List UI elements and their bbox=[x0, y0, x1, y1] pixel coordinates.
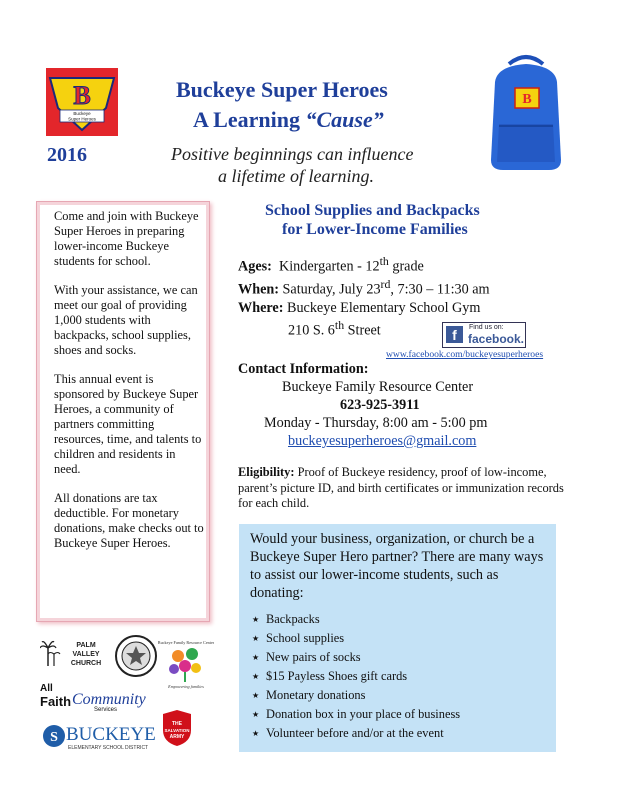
contact-heading: Contact Information: bbox=[238, 361, 369, 377]
info-paragraph-4: All donations are tax deductible. For monetary donations, make checks out to Buckeye Super Heroes. bbox=[54, 491, 204, 550]
facebook-wordmark: facebook. bbox=[468, 332, 525, 346]
when-row: When: Saturday, July 23rd, 7:30 – 11:30 am bbox=[238, 277, 490, 298]
svg-text:Super Heroes: Super Heroes bbox=[68, 116, 96, 122]
svg-text:CHURCH: CHURCH bbox=[70, 660, 102, 667]
star-bullet-icon: ★ bbox=[252, 615, 260, 624]
star-bullet-icon: ★ bbox=[252, 710, 260, 719]
star-bullet-icon: ★ bbox=[252, 729, 260, 738]
buckeye-family-resource-center-logo bbox=[158, 636, 214, 692]
where-row: Where: Buckeye Elementary School Gym bbox=[238, 300, 481, 316]
list-item: ★ Backpacks bbox=[252, 610, 460, 629]
svg-text:ARMY: ARMY bbox=[169, 734, 185, 740]
svg-text:Empowering families: Empowering families bbox=[168, 684, 204, 689]
buckeye-school-district-logo: S BUCKEYE ELEMENTARY SCHOOL DISTRICT bbox=[42, 722, 152, 754]
facebook-url-link[interactable]: www.facebook.com/buckeyesuperheroes bbox=[386, 349, 544, 360]
contact-hours: Monday - Thursday, 8:00 am - 5:00 pm bbox=[264, 415, 488, 431]
palm-valley-church-logo bbox=[40, 636, 110, 670]
star-bullet-icon: ★ bbox=[252, 634, 260, 643]
svg-text:THE: THE bbox=[172, 721, 182, 727]
street-address: 210 S. 6th Street bbox=[288, 318, 381, 339]
svg-text:S: S bbox=[50, 730, 58, 745]
info-paragraph-1: Come and join with Buckeye Super Heroes in preparing lower-income Buckeye students for school. bbox=[54, 209, 199, 268]
list-item: ★ $15 Payless Shoes gift cards bbox=[252, 667, 460, 686]
svg-text:B: B bbox=[522, 92, 532, 107]
facebook-icon: f bbox=[446, 326, 463, 343]
district-emblem-icon bbox=[42, 724, 66, 748]
partner-intro: Would your business, organization, or church be a Buckeye Super Hero partner? There are many ways to assist our lower-income students, such as donating: bbox=[250, 531, 544, 601]
list-item: ★ Donation box in your place of business bbox=[252, 705, 460, 724]
list-item: ★ Monetary donations bbox=[252, 686, 460, 705]
backpack-image bbox=[487, 54, 565, 172]
svg-text:B: B bbox=[73, 81, 91, 110]
all-faith-community-services-logo: All Faith Community Services bbox=[40, 683, 146, 713]
info-paragraph-3: This annual event is sponsored by Buckeye Super Heroes, a community of partners committing resources, time, and talents to children and residents in need. bbox=[54, 372, 202, 476]
event-heading-line2: for Lower-Income Families bbox=[282, 221, 468, 238]
star-bullet-icon: ★ bbox=[252, 691, 260, 700]
event-heading-line1: School Supplies and Backpacks bbox=[265, 202, 480, 219]
svg-text:PALM: PALM bbox=[76, 642, 96, 649]
list-item: ★ Volunteer before and/or at the event bbox=[252, 724, 460, 743]
contact-email-link[interactable]: buckeyesuperheroes@gmail.com bbox=[288, 433, 477, 449]
svg-text:SALVATION: SALVATION bbox=[164, 728, 190, 733]
buckeye-super-heroes-logo bbox=[46, 68, 118, 136]
info-paragraph-2: With your assistance, we can meet our goal of providing 1,000 students with backpacks, school supplies, shoes and socks. bbox=[54, 283, 198, 357]
svg-text:Buckeye: Buckeye bbox=[73, 111, 91, 116]
police-seal-logo bbox=[114, 634, 158, 678]
svg-text:Buckeye Family Resource Center: Buckeye Family Resource Center bbox=[158, 640, 214, 645]
tagline-line2: a lifetime of learning. bbox=[218, 166, 374, 186]
list-item: ★ School supplies bbox=[252, 629, 460, 648]
eligibility-text: Eligibility: Proof of Buckeye residency, proof of low-income, parent’s picture ID, and birth certificates or immunization records for each child. bbox=[238, 465, 564, 511]
info-box-text bbox=[54, 209, 204, 565]
contact-phone: 623-925-3911 bbox=[340, 397, 420, 413]
list-item: ★ New pairs of socks bbox=[252, 648, 460, 667]
facebook-find-us: Find us on: bbox=[469, 324, 504, 331]
salvation-army-logo bbox=[160, 708, 194, 748]
donation-list bbox=[252, 610, 460, 743]
star-bullet-icon: ★ bbox=[252, 653, 260, 662]
title-line2: A Learning “Cause” bbox=[193, 107, 384, 132]
title-line1: Buckeye Super Heroes bbox=[176, 77, 388, 102]
year: 2016 bbox=[47, 144, 87, 166]
svg-text:VALLEY: VALLEY bbox=[72, 651, 100, 658]
ages-row: Ages: Kindergarten - 12th grade bbox=[238, 254, 424, 275]
facebook-badge[interactable] bbox=[442, 322, 526, 348]
contact-org: Buckeye Family Resource Center bbox=[282, 379, 474, 395]
star-bullet-icon: ★ bbox=[252, 672, 260, 681]
tagline-line1: Positive beginnings can influence bbox=[171, 144, 414, 164]
